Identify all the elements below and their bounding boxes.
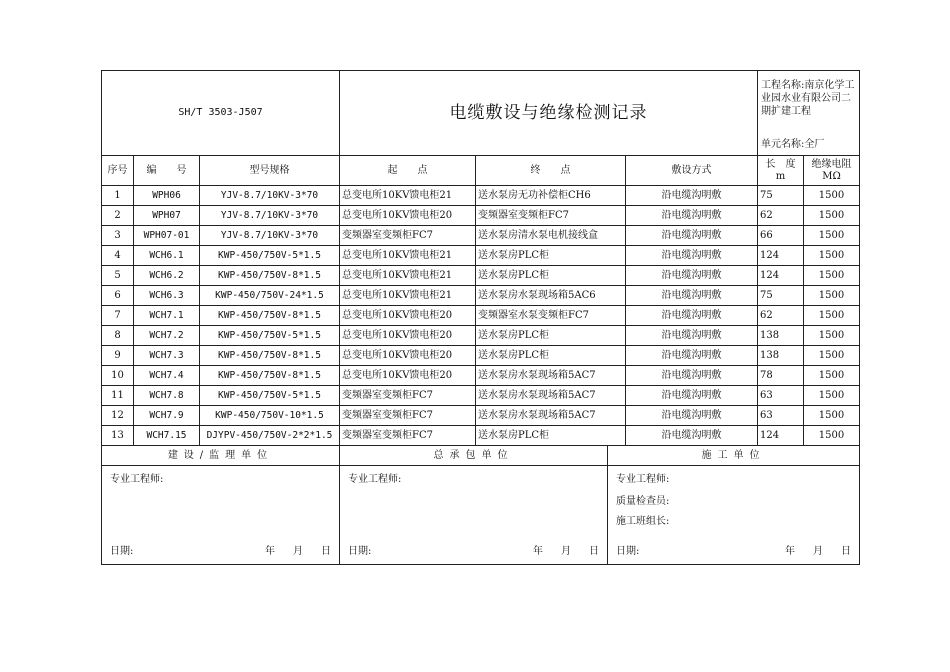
row-length: 78 bbox=[758, 366, 804, 386]
row-method: 沿电缆沟明敷 bbox=[626, 286, 758, 306]
row-resistance: 1500 bbox=[804, 306, 860, 326]
signoff-title-construction: 施工单位 bbox=[608, 446, 860, 466]
construction-month: 月 bbox=[813, 546, 823, 557]
row-model: KWP-450/750V-10*1.5 bbox=[200, 406, 340, 426]
row-no: 5 bbox=[102, 266, 134, 286]
row-model: KWP-450/750V-8*1.5 bbox=[200, 366, 340, 386]
row-model: YJV-8.7/10KV-3*70 bbox=[200, 186, 340, 206]
row-no: 8 bbox=[102, 326, 134, 346]
row-length: 75 bbox=[758, 286, 804, 306]
table-row bbox=[102, 266, 860, 286]
col-to: 终 点 bbox=[476, 156, 626, 186]
row-no: 6 bbox=[102, 286, 134, 306]
row-no: 13 bbox=[102, 426, 134, 446]
row-code: WPH06 bbox=[134, 186, 200, 206]
row-code: WCH7.15 bbox=[134, 426, 200, 446]
table-row bbox=[102, 206, 860, 226]
cable-record-table bbox=[101, 70, 860, 446]
col-length bbox=[758, 156, 804, 186]
record-rows bbox=[102, 186, 860, 446]
construction-day: 日 bbox=[841, 546, 851, 557]
col-length-label: 长 度 bbox=[765, 158, 796, 170]
row-no: 4 bbox=[102, 246, 134, 266]
row-resistance: 1500 bbox=[804, 426, 860, 446]
construction-date bbox=[767, 546, 851, 558]
row-model: KWP-450/750V-5*1.5 bbox=[200, 386, 340, 406]
row-from: 总变电所10KV馈电柜21 bbox=[340, 266, 476, 286]
col-from: 起 点 bbox=[340, 156, 476, 186]
col-no: 序号 bbox=[102, 156, 134, 186]
col-length-unit: m bbox=[775, 170, 786, 182]
owner-year: 年 bbox=[265, 546, 275, 557]
row-resistance: 1500 bbox=[804, 366, 860, 386]
signoff-owner[interactable] bbox=[102, 466, 340, 565]
row-to: 送水泵房无功补偿柜CH6 bbox=[476, 186, 626, 206]
contractor-month: 月 bbox=[561, 546, 571, 557]
col-code: 编 号 bbox=[134, 156, 200, 186]
row-method: 沿电缆沟明敷 bbox=[626, 206, 758, 226]
row-length: 138 bbox=[758, 346, 804, 366]
project-name: 南京化学工业园水业有限公司二期扩建工程 bbox=[761, 80, 855, 117]
row-method: 沿电缆沟明敷 bbox=[626, 346, 758, 366]
col-method: 敷设方式 bbox=[626, 156, 758, 186]
row-resistance: 1500 bbox=[804, 326, 860, 346]
row-method: 沿电缆沟明敷 bbox=[626, 186, 758, 206]
row-from: 变频器室变频柜FC7 bbox=[340, 426, 476, 446]
signoff-contractor[interactable] bbox=[340, 466, 608, 565]
row-no: 10 bbox=[102, 366, 134, 386]
row-model: KWP-450/750V-5*1.5 bbox=[200, 246, 340, 266]
contractor-year: 年 bbox=[533, 546, 543, 557]
row-code: WCH7.2 bbox=[134, 326, 200, 346]
contractor-date-label: 日期: bbox=[348, 546, 372, 557]
row-from: 总变电所10KV馈电柜21 bbox=[340, 246, 476, 266]
row-to: 送水泵房PLC柜 bbox=[476, 426, 626, 446]
row-method: 沿电缆沟明敷 bbox=[626, 266, 758, 286]
row-no: 9 bbox=[102, 346, 134, 366]
row-resistance: 1500 bbox=[804, 266, 860, 286]
row-from: 总变电所10KV馈电柜21 bbox=[340, 286, 476, 306]
row-to: 送水泵房PLC柜 bbox=[476, 326, 626, 346]
row-code: WCH6.2 bbox=[134, 266, 200, 286]
row-from: 总变电所10KV馈电柜20 bbox=[340, 346, 476, 366]
row-no: 2 bbox=[102, 206, 134, 226]
column-header-row bbox=[102, 156, 860, 186]
table-row bbox=[102, 286, 860, 306]
row-resistance: 1500 bbox=[804, 406, 860, 426]
row-length: 62 bbox=[758, 206, 804, 226]
row-model: DJYPV-450/750V-2*2*1.5 bbox=[200, 426, 340, 446]
row-method: 沿电缆沟明敷 bbox=[626, 406, 758, 426]
signoff-table bbox=[101, 445, 860, 565]
row-to: 送水泵房水泵现场箱5AC7 bbox=[476, 366, 626, 386]
row-code: WCH7.8 bbox=[134, 386, 200, 406]
row-to: 送水泵房PLC柜 bbox=[476, 246, 626, 266]
row-length: 124 bbox=[758, 266, 804, 286]
row-length: 124 bbox=[758, 426, 804, 446]
row-code: WCH7.1 bbox=[134, 306, 200, 326]
construction-date-label: 日期: bbox=[616, 546, 640, 557]
table-row bbox=[102, 246, 860, 266]
row-resistance: 1500 bbox=[804, 206, 860, 226]
row-code: WCH6.1 bbox=[134, 246, 200, 266]
row-to: 送水泵房水泵现场箱5AC7 bbox=[476, 406, 626, 426]
row-length: 124 bbox=[758, 246, 804, 266]
table-row bbox=[102, 386, 860, 406]
table-row bbox=[102, 306, 860, 326]
row-resistance: 1500 bbox=[804, 386, 860, 406]
row-model: KWP-450/750V-24*1.5 bbox=[200, 286, 340, 306]
quality-inspector-label: 质量检查员: bbox=[616, 496, 670, 507]
row-code: WPH07-01 bbox=[134, 226, 200, 246]
record-form bbox=[101, 70, 859, 565]
signoff-title-contractor: 总承包单位 bbox=[340, 446, 608, 466]
row-resistance: 1500 bbox=[804, 246, 860, 266]
form-code: SH/T 3503-J507 bbox=[102, 71, 340, 156]
col-resistance-label: 绝缘电阻 bbox=[811, 158, 852, 170]
unit-name: 全厂 bbox=[804, 139, 825, 150]
row-to: 送水泵房水泵现场箱5AC6 bbox=[476, 286, 626, 306]
col-model: 型号规格 bbox=[200, 156, 340, 186]
row-length: 138 bbox=[758, 326, 804, 346]
form-title: 电缆敷设与绝缘检测记录 bbox=[340, 71, 758, 156]
row-resistance: 1500 bbox=[804, 226, 860, 246]
signoff-construction[interactable] bbox=[608, 466, 860, 565]
row-method: 沿电缆沟明敷 bbox=[626, 306, 758, 326]
row-no: 7 bbox=[102, 306, 134, 326]
owner-date bbox=[247, 546, 331, 558]
row-no: 1 bbox=[102, 186, 134, 206]
table-row bbox=[102, 426, 860, 446]
team-leader-label: 施工班组长: bbox=[616, 516, 670, 527]
col-resistance bbox=[804, 156, 860, 186]
row-method: 沿电缆沟明敷 bbox=[626, 426, 758, 446]
contractor-engineer-label: 专业工程师: bbox=[348, 474, 402, 485]
project-info bbox=[758, 71, 860, 156]
unit-info bbox=[761, 138, 824, 151]
signoff-title-owner: 建设/监理单位 bbox=[102, 446, 340, 466]
owner-month: 月 bbox=[293, 546, 303, 557]
row-to: 变频器室变频柜FC7 bbox=[476, 206, 626, 226]
unit-label: 单元名称: bbox=[761, 139, 805, 150]
col-resistance-unit: MΩ bbox=[822, 170, 841, 182]
row-from: 变频器室变频柜FC7 bbox=[340, 226, 476, 246]
row-no: 12 bbox=[102, 406, 134, 426]
table-row bbox=[102, 366, 860, 386]
contractor-date bbox=[515, 546, 599, 558]
row-from: 总变电所10KV馈电柜20 bbox=[340, 366, 476, 386]
row-model: YJV-8.7/10KV-3*70 bbox=[200, 206, 340, 226]
row-length: 62 bbox=[758, 306, 804, 326]
row-to: 送水泵房PLC柜 bbox=[476, 346, 626, 366]
table-row bbox=[102, 406, 860, 426]
row-resistance: 1500 bbox=[804, 186, 860, 206]
row-method: 沿电缆沟明敷 bbox=[626, 246, 758, 266]
table-row bbox=[102, 346, 860, 366]
table-row bbox=[102, 226, 860, 246]
row-model: YJV-8.7/10KV-3*70 bbox=[200, 226, 340, 246]
row-no: 11 bbox=[102, 386, 134, 406]
owner-day: 日 bbox=[321, 546, 331, 557]
row-from: 总变电所10KV馈电柜20 bbox=[340, 326, 476, 346]
row-to: 送水泵房清水泵电机接线盒 bbox=[476, 226, 626, 246]
row-to: 变频器室水泵变频柜FC7 bbox=[476, 306, 626, 326]
row-from: 总变电所10KV馈电柜21 bbox=[340, 186, 476, 206]
row-model: KWP-450/750V-5*1.5 bbox=[200, 326, 340, 346]
row-model: KWP-450/750V-8*1.5 bbox=[200, 306, 340, 326]
contractor-day: 日 bbox=[589, 546, 599, 557]
row-model: KWP-450/750V-8*1.5 bbox=[200, 266, 340, 286]
row-resistance: 1500 bbox=[804, 346, 860, 366]
row-code: WPH07 bbox=[134, 206, 200, 226]
row-length: 75 bbox=[758, 186, 804, 206]
table-row bbox=[102, 326, 860, 346]
row-length: 63 bbox=[758, 406, 804, 426]
row-length: 66 bbox=[758, 226, 804, 246]
row-code: WCH7.9 bbox=[134, 406, 200, 426]
project-label: 工程名称: bbox=[761, 80, 805, 91]
owner-date-label: 日期: bbox=[110, 546, 134, 557]
row-method: 沿电缆沟明敷 bbox=[626, 226, 758, 246]
row-no: 3 bbox=[102, 226, 134, 246]
construction-year: 年 bbox=[785, 546, 795, 557]
row-length: 63 bbox=[758, 386, 804, 406]
row-method: 沿电缆沟明敷 bbox=[626, 326, 758, 346]
row-to: 送水泵房PLC柜 bbox=[476, 266, 626, 286]
row-code: WCH7.4 bbox=[134, 366, 200, 386]
row-from: 变频器室变频柜FC7 bbox=[340, 386, 476, 406]
table-row bbox=[102, 186, 860, 206]
row-code: WCH6.3 bbox=[134, 286, 200, 306]
owner-engineer-label: 专业工程师: bbox=[110, 474, 164, 485]
row-from: 总变电所10KV馈电柜20 bbox=[340, 306, 476, 326]
row-method: 沿电缆沟明敷 bbox=[626, 366, 758, 386]
row-to: 送水泵房水泵现场箱5AC7 bbox=[476, 386, 626, 406]
row-from: 变频器室变频柜FC7 bbox=[340, 406, 476, 426]
row-code: WCH7.3 bbox=[134, 346, 200, 366]
row-model: KWP-450/750V-8*1.5 bbox=[200, 346, 340, 366]
row-method: 沿电缆沟明敷 bbox=[626, 386, 758, 406]
row-from: 总变电所10KV馈电柜20 bbox=[340, 206, 476, 226]
row-resistance: 1500 bbox=[804, 286, 860, 306]
construction-engineer-label: 专业工程师: bbox=[616, 474, 670, 485]
